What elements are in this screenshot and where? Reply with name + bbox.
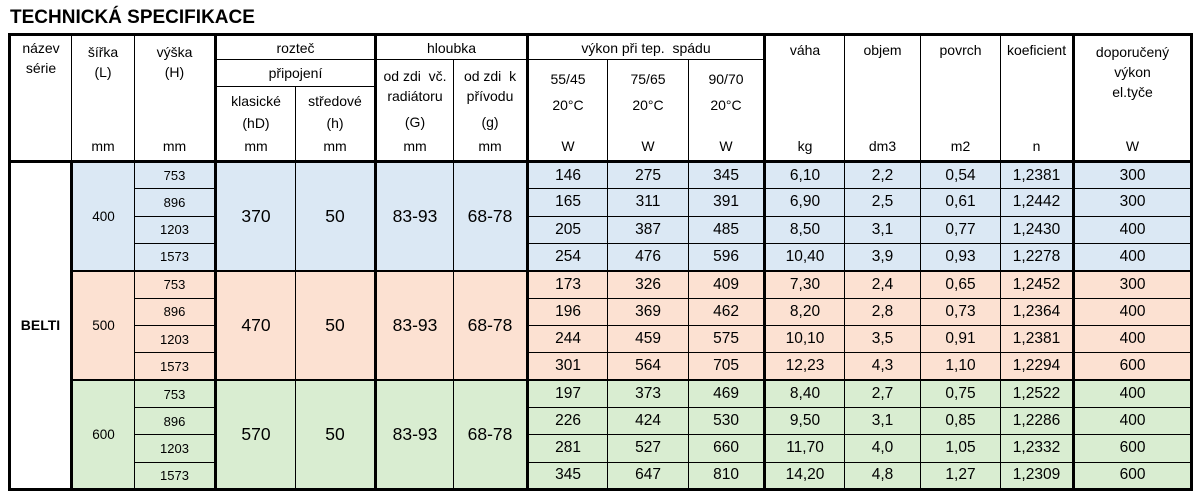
table-row (10, 189, 1192, 216)
el-tyce-vykon-cell: 400 (1074, 325, 1192, 352)
col-header-sirka (72, 35, 135, 162)
vyska-cell: 1203 (135, 216, 216, 243)
vykon-90-70-cell: 530 (689, 407, 765, 434)
vyska-cell: 896 (135, 298, 216, 325)
serie-label: série (25, 60, 57, 77)
page-title: TECHNICKÁ SPECIFIKACE (10, 7, 255, 28)
sirka-cell: 600 (72, 380, 135, 489)
hloubka-G-cell: 83-93 (376, 271, 454, 380)
sirka-label: šířka (87, 43, 119, 60)
povrch-cell: 0,85 (921, 407, 1001, 434)
roztec-stredove-cell: 50 (296, 271, 376, 380)
vykon-75-65-cell: 527 (608, 435, 689, 462)
koeficient-label: koeficient (1006, 41, 1067, 58)
roztec-stredove-cell: 50 (296, 162, 376, 271)
hloubka-G-cell: 83-93 (376, 380, 454, 489)
objem-label: objem (863, 41, 902, 58)
vykon-75-65-cell: 387 (608, 216, 689, 243)
el-tyce-vykon-cell: 400 (1074, 298, 1192, 325)
povrch-cell: 0,93 (921, 243, 1001, 270)
col-header-od-zdi-vc-radiatoru (376, 60, 454, 162)
vykon-90-70-cell: 660 (689, 435, 765, 462)
hloubka-g-cell: 68-78 (454, 271, 528, 380)
doporuceny-vykon-label: výkon (1114, 63, 1151, 80)
objem-cell: 2,5 (845, 189, 921, 216)
vykon-90-70-cell: 345 (689, 162, 765, 189)
unit-mm: mm (91, 137, 115, 154)
povrch-cell: 0,61 (921, 189, 1001, 216)
el-tyce-vykon-cell: 400 (1074, 380, 1192, 407)
unit-dm3: dm3 (868, 137, 897, 154)
vykon-55-45-cell: 165 (528, 189, 608, 216)
vykon-75-65-cell: 326 (608, 271, 689, 298)
temp-75-65-label: 75/65 (630, 70, 666, 87)
objem-cell: 3,5 (845, 325, 921, 352)
vyska-cell: 1573 (135, 462, 216, 489)
el-tyce-vykon-cell: 300 (1074, 189, 1192, 216)
vykon-90-70-cell: 810 (689, 462, 765, 489)
col-header-vyska (135, 35, 216, 162)
el-tyce-vykon-cell: 600 (1074, 353, 1192, 380)
el-tyce-vykon-cell: 600 (1074, 462, 1192, 489)
vaha-cell: 9,50 (765, 407, 845, 434)
koeficient-cell: 1,2430 (1001, 216, 1074, 243)
col-header-doporuceny-vykon (1074, 35, 1192, 162)
table-row (10, 325, 1192, 352)
unit-m2: m2 (950, 137, 971, 154)
vykon-55-45-cell: 226 (528, 407, 608, 434)
vaha-cell: 8,40 (765, 380, 845, 407)
table-row (10, 435, 1192, 462)
koeficient-cell: 1,2294 (1001, 353, 1074, 380)
table-row (10, 462, 1192, 489)
hloubka-g-cell: 68-78 (454, 162, 528, 271)
table-row (10, 407, 1192, 434)
koeficient-cell: 1,2442 (1001, 189, 1074, 216)
vykon-55-45-cell: 281 (528, 435, 608, 462)
el-tyce-vykon-cell: 400 (1074, 216, 1192, 243)
table-row (10, 243, 1192, 270)
objem-cell: 2,4 (845, 271, 921, 298)
col-header-temp-75-65 (608, 60, 689, 162)
vyska-cell: 896 (135, 189, 216, 216)
unit-mm: mm (478, 137, 502, 154)
spec-table (8, 33, 1193, 491)
objem-cell: 3,1 (845, 407, 921, 434)
objem-cell: 4,0 (845, 435, 921, 462)
vyska-cell: 753 (135, 162, 216, 189)
vaha-label: váha (789, 41, 821, 58)
symbol-hD: (hD) (242, 115, 270, 131)
sirka-symbol: (L) (94, 63, 112, 80)
vykon-75-65-cell: 311 (608, 189, 689, 216)
unit-mm: mm (323, 137, 347, 154)
table-row (10, 216, 1192, 243)
vyska-cell: 753 (135, 271, 216, 298)
vyska-label: výška (156, 43, 193, 60)
col-header-povrch (921, 35, 1001, 162)
povrch-cell: 1,05 (921, 435, 1001, 462)
temp-20c-label: 20°C (632, 97, 664, 114)
objem-cell: 3,9 (845, 243, 921, 270)
spec-table-header (10, 35, 1192, 162)
povrch-cell: 0,73 (921, 298, 1001, 325)
od-zdi-k-line1: od zdi k (463, 67, 517, 84)
group-header-hloubka: hloubka (376, 35, 528, 60)
vaha-cell: 8,50 (765, 216, 845, 243)
klasicke-label: klasické (231, 92, 281, 109)
vykon-75-65-cell: 373 (608, 380, 689, 407)
povrch-cell: 1,27 (921, 462, 1001, 489)
table-row (10, 271, 1192, 298)
vyska-cell: 896 (135, 407, 216, 434)
vaha-cell: 14,20 (765, 462, 845, 489)
vaha-cell: 8,20 (765, 298, 845, 325)
unit-w: W (1125, 137, 1140, 154)
unit-kg: kg (797, 137, 813, 154)
koeficient-cell: 1,2381 (1001, 162, 1074, 189)
koeficient-cell: 1,2332 (1001, 435, 1074, 462)
col-header-temp-55-45 (528, 60, 608, 162)
vykon-75-65-cell: 476 (608, 243, 689, 270)
hloubka-g-cell: 68-78 (454, 380, 528, 489)
unit-mm: mm (403, 137, 427, 154)
spec-table-body (10, 162, 1192, 490)
koeficient-cell: 1,2522 (1001, 380, 1074, 407)
vykon-55-45-cell: 196 (528, 298, 608, 325)
stredove-label: středové (308, 92, 362, 109)
symbol-h: (h) (326, 115, 344, 131)
vykon-90-70-cell: 705 (689, 353, 765, 380)
roztec-klasicke-cell: 570 (216, 380, 296, 489)
vykon-75-65-cell: 564 (608, 353, 689, 380)
series-name-cell: BELTI (10, 162, 72, 490)
vaha-cell: 12,23 (765, 353, 845, 380)
vyska-cell: 1203 (135, 435, 216, 462)
symbol-g: (g) (481, 113, 499, 130)
povrch-label: povrch (939, 41, 982, 58)
koeficient-cell: 1,2452 (1001, 271, 1074, 298)
vyska-cell: 753 (135, 380, 216, 407)
vaha-cell: 6,10 (765, 162, 845, 189)
col-header-objem (845, 35, 921, 162)
col-header-klasicke (216, 87, 296, 162)
vaha-cell: 7,30 (765, 271, 845, 298)
unit-w: W (641, 137, 655, 154)
vykon-55-45-cell: 146 (528, 162, 608, 189)
vykon-90-70-cell: 575 (689, 325, 765, 352)
el-tyce-label: el.tyče (1112, 84, 1153, 101)
objem-cell: 4,3 (845, 353, 921, 380)
povrch-cell: 0,75 (921, 380, 1001, 407)
vykon-90-70-cell: 462 (689, 298, 765, 325)
koeficient-cell: 1,2364 (1001, 298, 1074, 325)
el-tyce-vykon-cell: 600 (1074, 435, 1192, 462)
povrch-cell: 1,10 (921, 353, 1001, 380)
temp-55-45-label: 55/45 (550, 70, 586, 87)
temp-20c-label: 20°C (552, 97, 584, 114)
group-header-vykon: výkon při tep. spádu (528, 35, 765, 60)
vaha-cell: 10,10 (765, 325, 845, 352)
sirka-cell: 500 (72, 271, 135, 380)
el-tyce-vykon-cell: 300 (1074, 271, 1192, 298)
vykon-55-45-cell: 244 (528, 325, 608, 352)
col-header-nazev-serie (10, 35, 72, 162)
od-zdi-k-line2: přívodu (466, 87, 514, 104)
objem-cell: 4,8 (845, 462, 921, 489)
vykon-75-65-cell: 459 (608, 325, 689, 352)
col-header-stredove (296, 87, 376, 162)
koeficient-cell: 1,2286 (1001, 407, 1074, 434)
od-zdi-vc-line2: radiátoru (387, 87, 443, 104)
symbol-G: (G) (404, 113, 426, 130)
vykon-75-65-cell: 424 (608, 407, 689, 434)
vaha-cell: 10,40 (765, 243, 845, 270)
roztec-klasicke-cell: 370 (216, 162, 296, 271)
table-row (10, 162, 1192, 189)
vykon-90-70-cell: 596 (689, 243, 765, 270)
vyska-cell: 1573 (135, 353, 216, 380)
povrch-cell: 0,54 (921, 162, 1001, 189)
vykon-55-45-cell: 345 (528, 462, 608, 489)
hloubka-G-cell: 83-93 (376, 162, 454, 271)
vykon-90-70-cell: 409 (689, 271, 765, 298)
vykon-55-45-cell: 301 (528, 353, 608, 380)
koeficient-cell: 1,2278 (1001, 243, 1074, 270)
table-row (10, 380, 1192, 407)
vykon-90-70-cell: 391 (689, 189, 765, 216)
objem-cell: 3,1 (845, 216, 921, 243)
col-header-od-zdi-k-privodu (454, 60, 528, 162)
roztec-stredove-cell: 50 (296, 380, 376, 489)
objem-cell: 2,8 (845, 298, 921, 325)
vaha-cell: 6,90 (765, 189, 845, 216)
vykon-75-65-cell: 647 (608, 462, 689, 489)
objem-cell: 2,7 (845, 380, 921, 407)
vyska-cell: 1203 (135, 325, 216, 352)
vyska-symbol: (H) (164, 63, 185, 80)
koeficient-cell: 1,2309 (1001, 462, 1074, 489)
temp-90-70-label: 90/70 (708, 70, 744, 87)
vyska-cell: 1573 (135, 243, 216, 270)
el-tyce-vykon-cell: 400 (1074, 243, 1192, 270)
group-header-roztec: rozteč (216, 35, 376, 60)
doporuceny-label: doporučený (1095, 43, 1170, 60)
povrch-cell: 0,77 (921, 216, 1001, 243)
unit-w: W (719, 137, 733, 154)
roztec-klasicke-cell: 470 (216, 271, 296, 380)
unit-mm: mm (244, 137, 268, 154)
vykon-55-45-cell: 205 (528, 216, 608, 243)
table-row (10, 353, 1192, 380)
koeficient-cell: 1,2381 (1001, 325, 1074, 352)
el-tyce-vykon-cell: 300 (1074, 162, 1192, 189)
vykon-55-45-cell: 197 (528, 380, 608, 407)
vykon-75-65-cell: 275 (608, 162, 689, 189)
unit-w: W (561, 137, 575, 154)
col-header-vaha (765, 35, 845, 162)
vykon-90-70-cell: 485 (689, 216, 765, 243)
temp-20c-label: 20°C (710, 97, 742, 114)
sirka-cell: 400 (72, 162, 135, 271)
el-tyce-vykon-cell: 400 (1074, 407, 1192, 434)
unit-mm: mm (162, 137, 187, 154)
vykon-90-70-cell: 469 (689, 380, 765, 407)
header-pripojeni: připojení (216, 60, 376, 87)
nazev-label: název (22, 40, 60, 56)
vykon-75-65-cell: 369 (608, 298, 689, 325)
col-header-koeficient (1001, 35, 1074, 162)
objem-cell: 2,2 (845, 162, 921, 189)
povrch-cell: 0,65 (921, 271, 1001, 298)
vykon-55-45-cell: 173 (528, 271, 608, 298)
table-row (10, 298, 1192, 325)
col-header-temp-90-70 (689, 60, 765, 162)
unit-n: n (1032, 137, 1041, 154)
vykon-55-45-cell: 254 (528, 243, 608, 270)
vaha-cell: 11,70 (765, 435, 845, 462)
povrch-cell: 0,91 (921, 325, 1001, 352)
od-zdi-vc-line1: od zdi vč. (383, 67, 447, 84)
